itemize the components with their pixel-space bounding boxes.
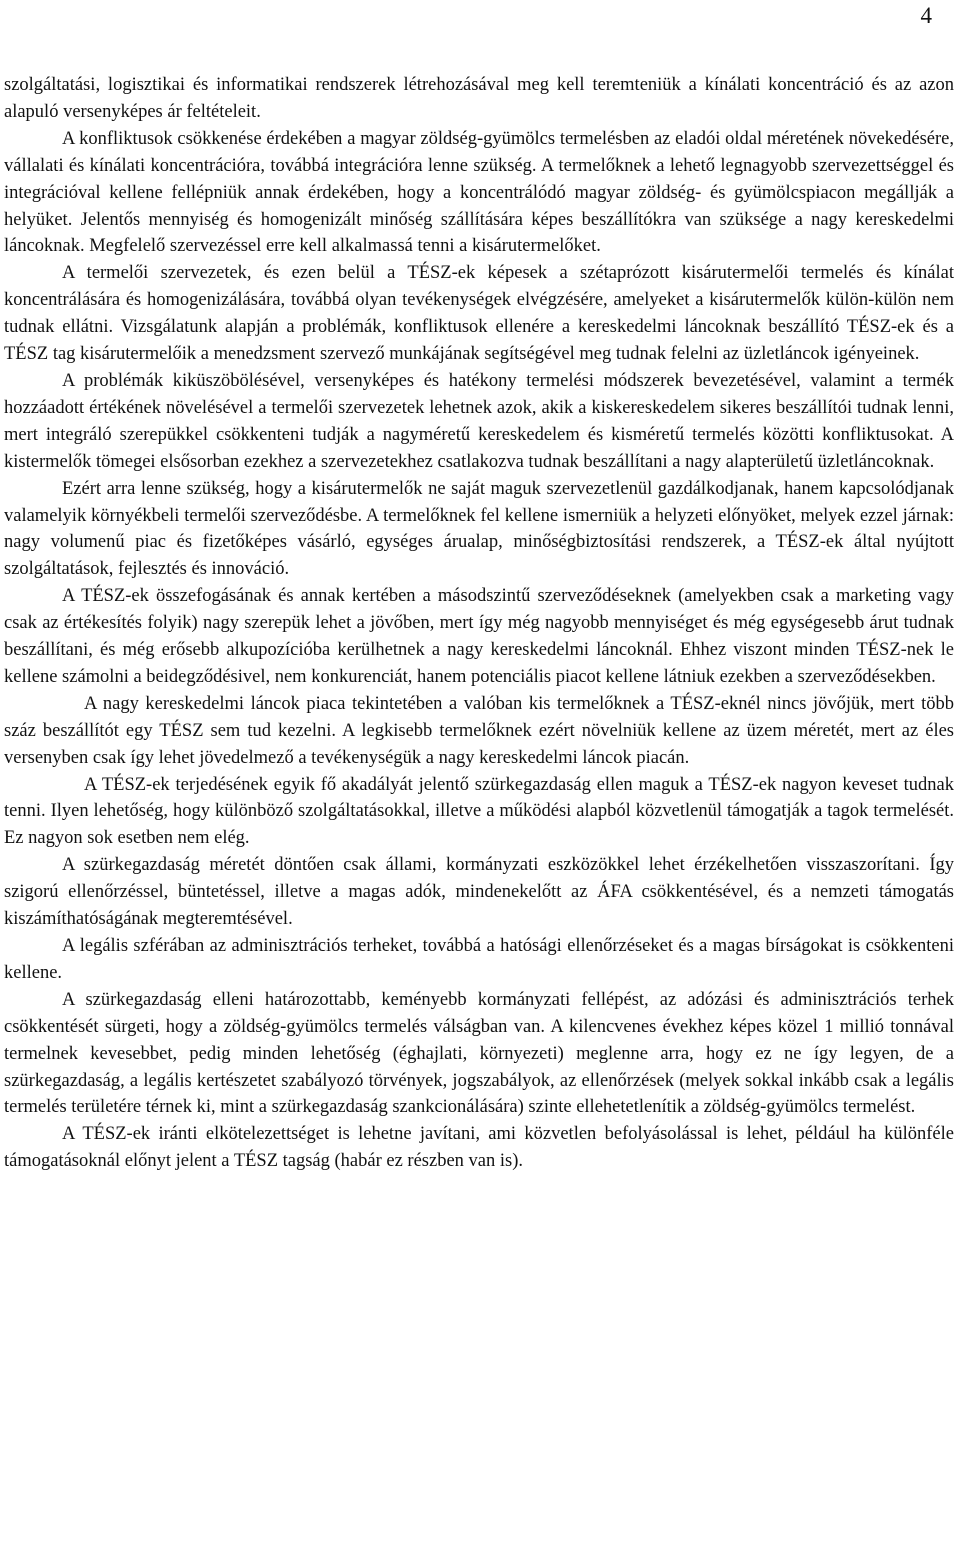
paragraph-continuation: szolgáltatási, logisztikai és informatikai rendszerek létrehozásával meg kell teremteniük a kínálati koncentráció és az azon alapuló versenyképes ár feltételeit. <box>4 75 954 122</box>
paragraph-retail-chains: A nagy kereskedelmi láncok piaca tekintetében a valóban kis termelőknek a TÉSZ-eknél nincs jövőjük, mert több száz beszállítót egy TÉSZ sem tud kezelni. A legkisebb termelőknek ezért növelniük kellene az üzem méretét, mert az éles versenyben csak így lehet jövedelmező a tevékenységük a nagy kereskedelmi láncok piacán. <box>4 693 954 768</box>
paragraph-government-action: A szürkegazdaság elleni határozottabb, keményebb kormányzati fellépést, az adózási és adminisztrációs terhek csökkentését sürgeti, hogy a zöldség-gyümölcs termelés válságban van. A kilencvenes évekhez képes közel 1 millió tonnával termelnek kevesebbet, pedig minden lehetőség (éghajlati, környezeti) meglenne arra, hogy ez ne így legyen, de a szürkegazdaság, a legális kertészetet szabályozó törvények, jogszabályok, az ellenőrzések (melyek sokkal inkább csak a legális termelés területére térnek ki, mint a szürkegazdaság szankcionálására) szinte ellehetetlenítik a zöldség-gyümölcs termelést. <box>4 989 954 1118</box>
paragraph-commitment: A TÉSZ-ek iránti elkötelezettséget is lehetne javítani, ami közvetlen befolyásolással is lehet, például ha különféle támogatásoknál előnyt jelent a TÉSZ tagság (habár ez részben van is). <box>4 1124 954 1172</box>
paragraph-producer-organizations: A termelői szervezetek, és ezen belül a TÉSZ-ek képesek a szétaprózott kisárutermelői termelés és kínálat koncentrálására és homogenizálására, továbbá olyan tevékenységek elvégzésére, amelyeket a kisárutermelők külön-külön nem tudnak ellátni. Vizsgálatunk alapján a problémák, konfliktusok ellenére a kereskedelmi láncoknak beszállító TÉSZ-ek és a TÉSZ tag kisárutermelőik a menedzsment szervező munkájának segítségével meg tudnak felelni az üzletláncok igényeinek. <box>4 263 954 365</box>
page-number: 4 <box>920 3 932 28</box>
paragraph-conflict-reduction: A konfliktusok csökkenése érdekében a magyar zöldség-gyümölcs termelésben az eladói oldal méretének növekedésére, vállalati és kínálati koncentrációra, továbbá integrációra lenne szükség. A termelőknek a lehető legnagyobb szervezettséggel és integrációval kellene fellépniük annak érdekében, hogy a koncentrálódó magyar zöldség- és gyümölcspiacon megállják a helyüket. Jelentős mennyiség és homogenizált minőség szállítására képes beszállítókra van szüksége a nagy kereskedelmi láncoknak. Megfelelő szervezéssel erre kell alkalmassá tenni a kisárutermelőket. <box>4 128 954 257</box>
paragraph-problem-elimination: A problémák kiküszöbölésével, versenyképes és hatékony termelési módszerek bevezetésével, valamint a termék hozzáadott értékének növelésével a termelői szervezetek lehetnek azok, akik a kiskereskedelem sikeres beszállítói tudnak lenni, mert integráló szerepükkel csökkenteni tudják a nagyméretű kereskedelem és kisméretű termelés közötti konfliktusokat. A kistermelők tömegei elsősorban ezekhez a szervezetekhez csatlakozva tudnak beszállítani a nagy alapterületű üzletláncoknak. <box>4 370 954 472</box>
paragraph-legal-sphere: A legális szférában az adminisztrációs terheket, továbbá a hatósági ellenőrzéseket és a magas bírságokat is csökkenteni kellene. <box>4 936 954 983</box>
document-body <box>4 72 954 1175</box>
paragraph-small-producers: Ezért arra lenne szükség, hogy a kisárutermelők ne saját maguk szervezetlenül gazdálkodjanak, hanem kapcsolódjanak valamelyik környékbeli termelői szerveződésbe. A termelőknek fel kellene ismerniük a helyzeti előnyöket, melyek ezzel járnak: nagy volumenű piac és fizetőképes vásárló, egységes árualap, minőségbiztosítási rendszerek, a TÉSZ-ek által nyújtott szolgáltatások, fejlesztés és innováció. <box>4 478 954 580</box>
paragraph-grey-economy-state: A szürkegazdaság méretét döntően csak állami, kormányzati eszközökkel lehet érzékelhetően visszaszorítani. Így szigorú ellenőrzéssel, büntetéssel, illetve a magas adók, mindenekelőtt az ÁFA csökkentésével, és a nemzeti támogatás kiszámíthatóságának megteremtésével. <box>4 855 954 930</box>
paragraph-tesz-cooperation: A TÉSZ-ek összefogásának és annak kertében a másodszintű szerveződéseknek (amelyekben csak a marketing vagy csak az értékesítés folyik) nagy szerepük lehet a jövőben, mert így még nagyobb mennyiséget és még egységesebb árut tudnak beszállítani, és még erősebb alkupozícióba kerülhetnek a nagy kereskedelmi láncoknál. Ehhez viszont minden TÉSZ-nek le kellene számolni a beidegződésivel, nem konkurenciát, hanem potenciális piacot kellene látniuk ezekben a szerveződésekben. <box>4 586 954 687</box>
paragraph-grey-economy-obstacle: A TÉSZ-ek terjedésének egyik fő akadályát jelentő szürkegazdaság ellen maguk a TÉSZ-ek nagyon keveset tudnak tenni. Ilyen lehetőség, hogy különböző szolgáltatásokkal, illetve a működési alapból közvetlenül támogatják a tagok termelését. Ez nagyon sok esetben nem elég. <box>4 774 954 849</box>
